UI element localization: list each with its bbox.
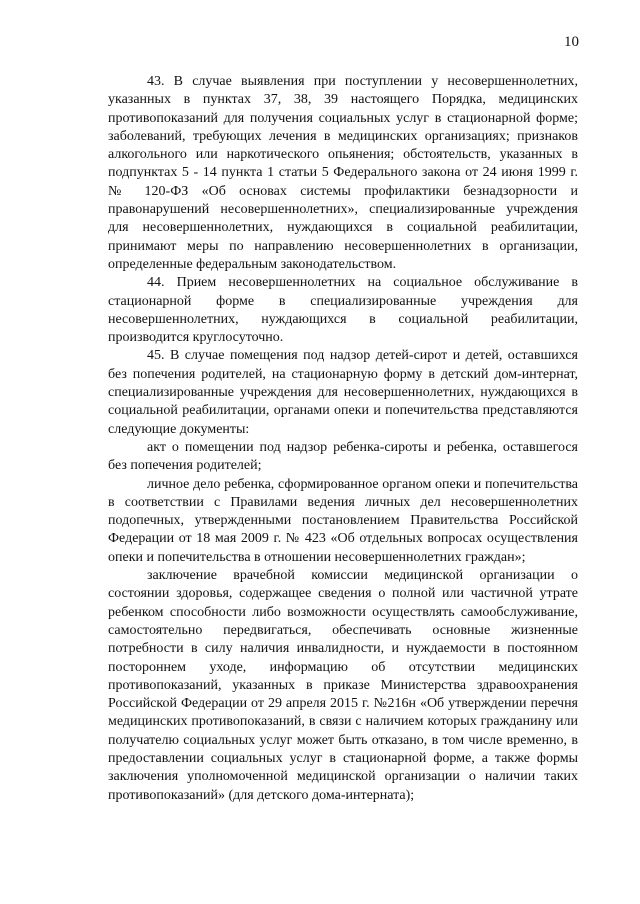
list-item-act: акт о помещении под надзор ребенка-сироты и ребенка, оставшегося без попечения родителей; (108, 439, 578, 474)
paragraph-44: 44. Прием несовершеннолетних на социальное обслуживание в стационарной форме в специализированные учреждения для несовершеннолетних, нуждающихся в социальной реабилитации, производится круглосуточно. (108, 275, 578, 346)
list-item-medical-conclusion: заключение врачебной комиссии медицинской организации о состоянии здоровья, содержащее сведения о полной или частичной утрате ребенком способности либо возможности осуществлять самообслуживание, самостоятельно передвигаться, обеспечивать основные жизненные потребности в силу наличия инвалидности, и нуждаемости в постоянном постороннем уходе, информацию об отсутствии медицинских противопоказаний, указанных в приказе Министерства здравоохранения Российской Федерации от 29 апреля 2015 г. №216н «Об утверждении перечня медицинских противопоказаний, в связи с наличием которых гражданину или получателю социальных услуг может быть отказано, в том числе временно, в предоставлении социальных услуг в стационарной форме, а также формы заключения уполномоченной медицинской организации о наличии таких противопоказаний» (для детского дома-интерната); (108, 568, 578, 803)
paragraph-45: 45. В случае помещения под надзор детей-сирот и детей, оставшихся без попечения родителей, на стационарную форму в детский дом-интернат, специализированные учреждения для несовершеннолетних, нуждающихся в социальной реабилитации, органами опеки и попечительства представляются следующие документы: (108, 348, 578, 437)
list-item-personal-file: личное дело ребенка, сформированное органом опеки и попечительства в соответствии с Правилами ведения личных дел несовершеннолетних подопечных, утвержденными постановлением Правительства Российской Федерации от 18 мая 2009 г. № 423 «Об отдельных вопросах осуществления опеки и попечительства в отношении несовершеннолетних граждан»; (108, 476, 578, 565)
paragraph-43: 43. В случае выявления при поступлении у несовершеннолетних, указанных в пунктах 37, 38, 39 настоящего Порядка, медицинских противопоказаний для получения социальных услуг в стационарной форме; заболеваний, требующих лечения в медицинских организациях; признаков алкогольного или наркотического опьянения; обстоятельств, указанных в подпунктах 5 - 14 пункта 1 статьи 5 Федерального закона от 24 июня 1999 г. № 120-ФЗ «Об основах системы профилактики безнадзорности и правонарушений несовершеннолетних», специализированные учреждения для несовершеннолетних, нуждающихся в социальной реабилитации, принимают меры по направлению несовершеннолетних в организации, определенные федеральным законодательством. (108, 74, 578, 272)
page-number: 10 (564, 34, 579, 50)
document-body (108, 73, 578, 805)
